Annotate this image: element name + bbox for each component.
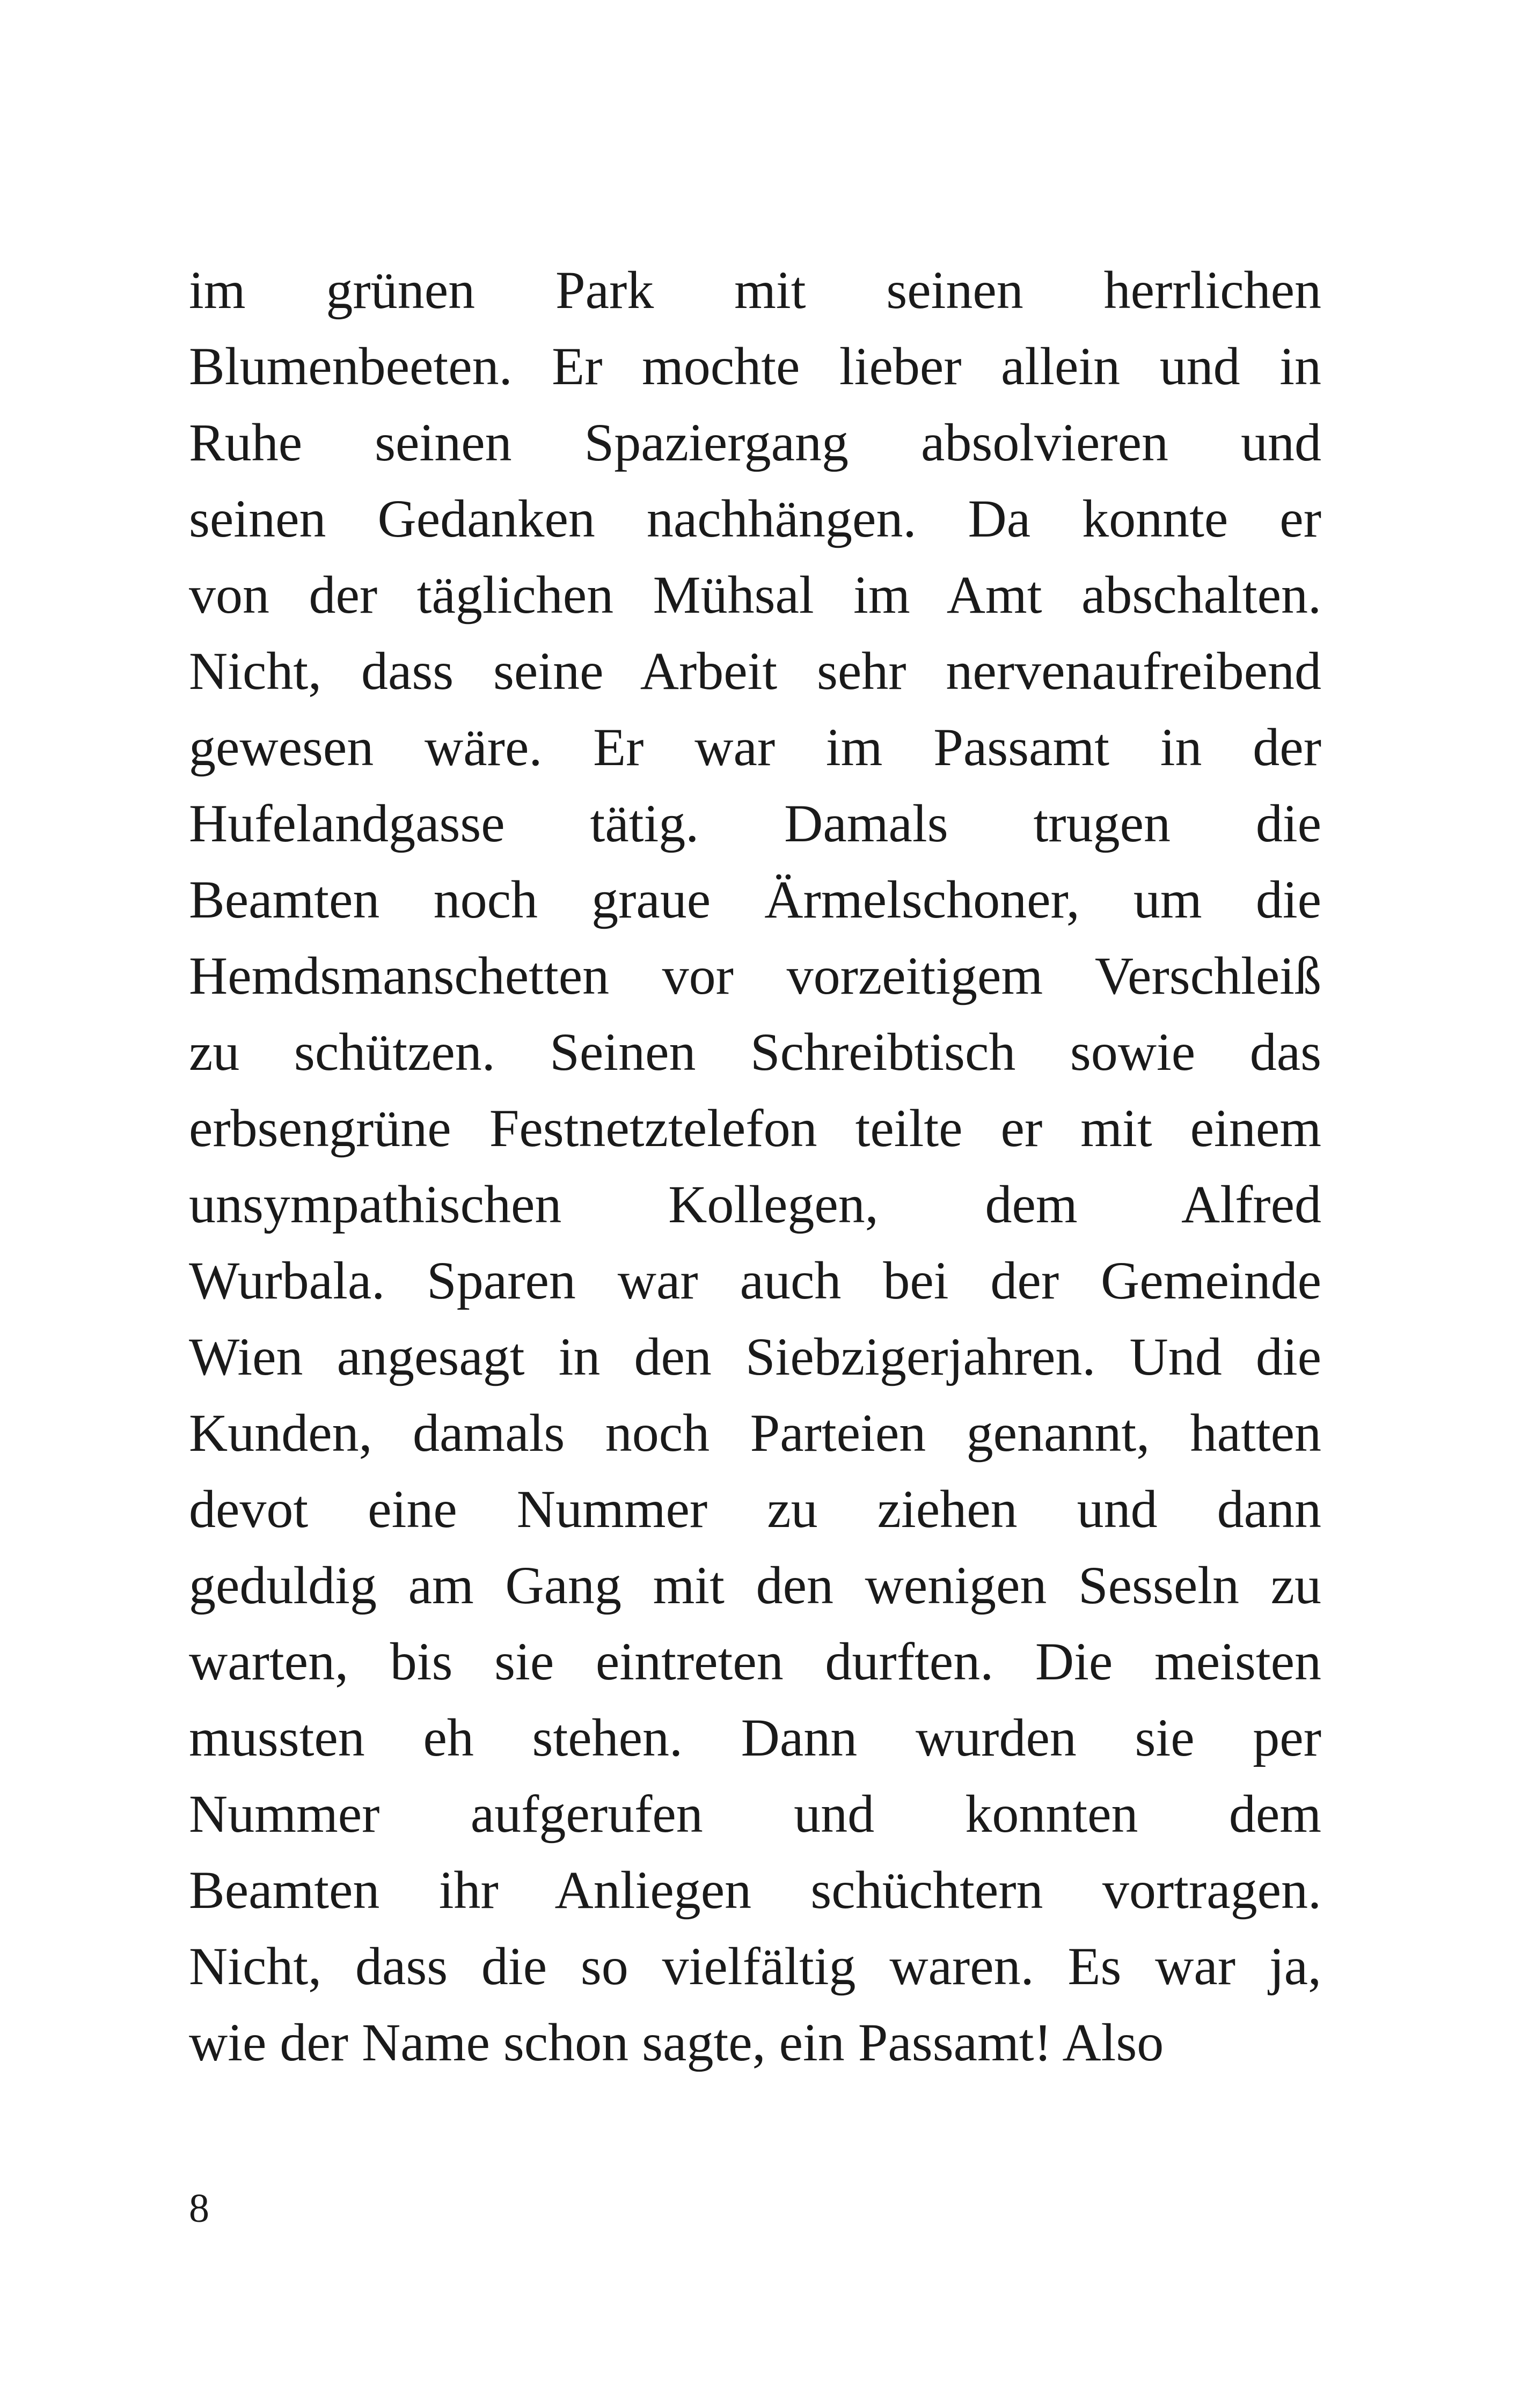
text-line: erbsengrüne Festnetztelefon teilte er mit einem bbox=[189, 1098, 1321, 1158]
text-line: seinen Gedanken nachhängen. Da konnte er bbox=[189, 489, 1321, 548]
text-line: geduldig am Gang mit den wenigen Sesseln zu bbox=[189, 1555, 1321, 1615]
text-line: Blumenbeeten. Er mochte lieber allein und in bbox=[189, 336, 1321, 396]
text-line: wie der Name schon sagte, ein Passamt! Also bbox=[189, 2013, 1164, 2072]
text-line: Nummer aufgerufen und konnten dem bbox=[189, 1784, 1321, 1844]
text-line: devot eine Nummer zu ziehen und dann bbox=[189, 1479, 1321, 1539]
text-line: Hemdsmanschetten vor vorzeitigem Verschleiß bbox=[189, 946, 1321, 1005]
text-line: Nicht, dass seine Arbeit sehr nervenaufreibend bbox=[189, 641, 1321, 701]
text-line: Beamten ihr Anliegen schüchtern vortragen. bbox=[189, 1860, 1321, 1920]
text-line: Wurbala. Sparen war auch bei der Gemeinde bbox=[189, 1251, 1321, 1310]
text-line: gewesen wäre. Er war im Passamt in der bbox=[189, 717, 1321, 777]
text-line: Hufelandgasse tätig. Damals trugen die bbox=[189, 794, 1321, 853]
text-line: zu schützen. Seinen Schreibtisch sowie das bbox=[189, 1022, 1321, 1082]
body-text bbox=[189, 252, 1321, 2081]
text-line: Wien angesagt in den Siebzigerjahren. Und die bbox=[189, 1327, 1321, 1386]
text-line: unsympathischen Kollegen, dem Alfred bbox=[189, 1174, 1321, 1234]
text-line: Ruhe seinen Spaziergang absolvieren und bbox=[189, 413, 1321, 472]
text-line: Beamten noch graue Ärmelschoner, um die bbox=[189, 870, 1321, 929]
page-number: 8 bbox=[189, 2186, 209, 2231]
text-line: warten, bis sie eintreten durften. Die meisten bbox=[189, 1632, 1321, 1691]
text-line: Nicht, dass die so vielfältig waren. Es war ja, bbox=[189, 1936, 1321, 1996]
text-line: mussten eh stehen. Dann wurden sie per bbox=[189, 1708, 1321, 1767]
text-line: im grünen Park mit seinen herrlichen bbox=[189, 260, 1321, 320]
text-line: Kunden, damals noch Parteien genannt, hatten bbox=[189, 1403, 1321, 1463]
text-line: von der täglichen Mühsal im Amt abschalten. bbox=[189, 565, 1321, 625]
